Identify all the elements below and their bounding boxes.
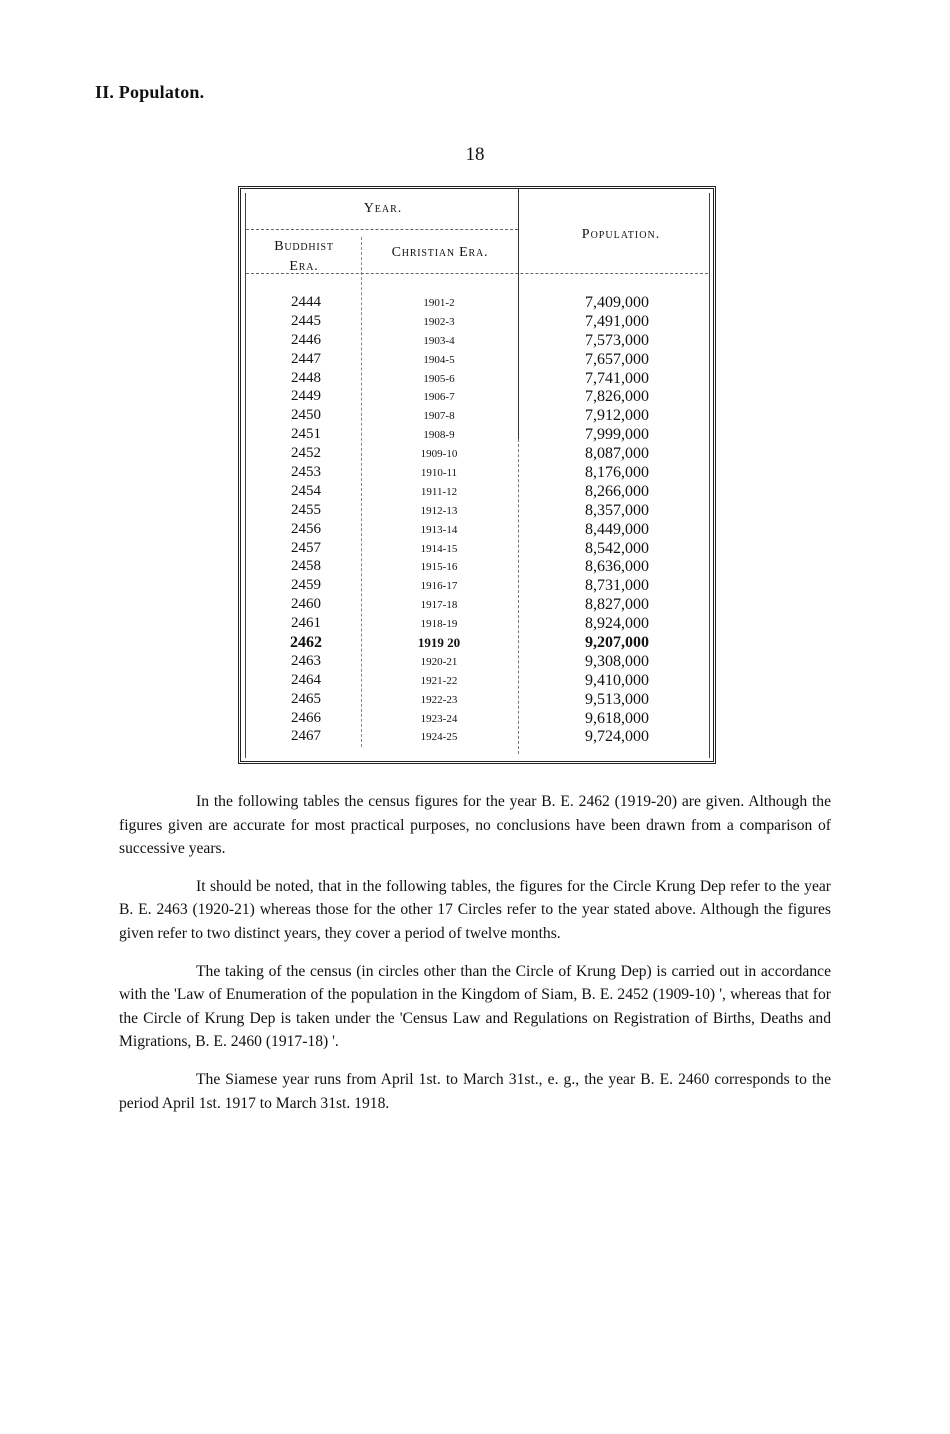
christian-era-cell: 1908-9 bbox=[423, 429, 455, 442]
buddhist-era-cell: 2463 bbox=[291, 652, 321, 669]
population-cell: 8,357,000 bbox=[585, 501, 649, 519]
buddhist-era-cell: 2447 bbox=[291, 350, 321, 367]
table-row bbox=[241, 482, 713, 501]
christian-era-cell: 1906-7 bbox=[423, 391, 455, 404]
buddhist-era-cell: 2444 bbox=[291, 294, 321, 310]
buddhist-era-cell: 2453 bbox=[291, 464, 321, 481]
table-row bbox=[241, 293, 713, 312]
christian-era-cell: 1905-6 bbox=[423, 372, 455, 385]
header-buddhist-line1: Buddhist bbox=[274, 239, 334, 254]
population-cell: 7,657,000 bbox=[585, 350, 649, 368]
buddhist-era-cell: 2466 bbox=[291, 709, 321, 726]
table-row bbox=[241, 576, 713, 595]
christian-era-cell: 1914-15 bbox=[420, 542, 458, 555]
christian-era-cell: 1909-10 bbox=[420, 448, 458, 461]
christian-era-cell: 1901-2 bbox=[423, 297, 455, 309]
header-buddhist-line2: Era. bbox=[289, 259, 319, 274]
christian-era-cell: 1920-21 bbox=[420, 655, 458, 668]
table-row bbox=[241, 387, 713, 406]
buddhist-era-cell: 2460 bbox=[291, 596, 321, 613]
christian-era-cell: 1904-5 bbox=[423, 353, 455, 366]
header-population: Population. bbox=[581, 227, 661, 242]
population-cell: 8,636,000 bbox=[585, 558, 649, 576]
table-row bbox=[241, 425, 713, 444]
population-cell: 8,266,000 bbox=[585, 482, 649, 500]
table-row bbox=[241, 709, 713, 728]
population-cell: 9,724,000 bbox=[585, 728, 649, 746]
table-row bbox=[241, 727, 713, 746]
header-year: Year. bbox=[363, 201, 403, 216]
population-cell: 8,449,000 bbox=[585, 520, 649, 538]
population-cell: 9,207,000 bbox=[585, 634, 649, 652]
paragraph: In the following tables the census figures for the year B. E. 2462 (1919-20) are given. Although the figures given are accurate for most practical purposes, no conclusions have been drawn from a comparison of successive years. bbox=[119, 793, 831, 858]
buddhist-era-cell: 2458 bbox=[291, 558, 321, 575]
buddhist-era-cell: 2452 bbox=[291, 445, 321, 462]
population-cell: 7,826,000 bbox=[585, 388, 649, 406]
christian-era-cell: 1910-11 bbox=[420, 467, 458, 480]
population-cell: 7,912,000 bbox=[585, 407, 649, 425]
christian-era-cell: 1924-25 bbox=[420, 731, 458, 744]
christian-era-cell: 1921-22 bbox=[420, 674, 458, 687]
table-row bbox=[241, 501, 713, 520]
page-number: 18 bbox=[465, 144, 485, 165]
table-row bbox=[241, 520, 713, 539]
buddhist-era-cell: 2462 bbox=[290, 634, 322, 652]
table-row bbox=[241, 406, 713, 425]
table-row bbox=[241, 444, 713, 463]
buddhist-era-cell: 2461 bbox=[291, 615, 321, 632]
table-row bbox=[241, 331, 713, 350]
table-row bbox=[241, 633, 713, 652]
table-row bbox=[241, 350, 713, 369]
header-buddhist-era bbox=[249, 237, 359, 277]
population-cell: 9,308,000 bbox=[585, 652, 649, 670]
population-cell: 7,409,000 bbox=[585, 294, 649, 311]
table-row bbox=[241, 557, 713, 576]
buddhist-era-cell: 2445 bbox=[291, 312, 321, 329]
population-cell: 7,999,000 bbox=[585, 426, 649, 444]
buddhist-era-cell: 2449 bbox=[291, 388, 321, 405]
christian-era-cell: 1923-24 bbox=[420, 712, 458, 725]
buddhist-era-cell: 2457 bbox=[291, 539, 321, 556]
christian-era-cell: 1917-18 bbox=[420, 599, 458, 612]
population-cell: 9,618,000 bbox=[585, 709, 649, 727]
christian-era-cell: 1913-14 bbox=[420, 523, 458, 536]
population-cell: 8,924,000 bbox=[585, 615, 649, 633]
christian-era-cell: 1915-16 bbox=[420, 561, 458, 574]
christian-era-cell: 1903-4 bbox=[423, 334, 455, 347]
christian-era-cell: 1916-17 bbox=[420, 580, 458, 593]
population-cell: 8,087,000 bbox=[585, 445, 649, 463]
body-text bbox=[119, 790, 831, 1129]
population-table bbox=[238, 186, 716, 764]
christian-era-cell: 1912-13 bbox=[420, 504, 458, 517]
population-cell: 9,410,000 bbox=[585, 671, 649, 689]
table-body bbox=[241, 293, 713, 746]
table-row bbox=[241, 671, 713, 690]
table-row bbox=[241, 652, 713, 671]
paragraph: The taking of the census (in circles other than the Circle of Krung Dep) is carried out in accordance with the 'Law of Enumeration of the population in the Kingdom of Siam, B. E. 2452 (1909-10) ', whereas that for the Circle of Krung Dep is taken under the 'Census Law and Regulations on Registration of Births, Deaths and Migrations, B. E. 2460 (1917-18) '. bbox=[119, 962, 831, 1051]
table-row bbox=[241, 614, 713, 633]
christian-era-cell: 1907-8 bbox=[423, 410, 455, 423]
table-row bbox=[241, 463, 713, 482]
buddhist-era-cell: 2451 bbox=[291, 426, 321, 443]
buddhist-era-cell: 2465 bbox=[291, 690, 321, 707]
header-christian-era: Christian Era. bbox=[391, 245, 489, 260]
table-row bbox=[241, 369, 713, 388]
christian-era-cell: 1911-12 bbox=[420, 485, 458, 498]
population-cell: 8,827,000 bbox=[585, 596, 649, 614]
buddhist-era-cell: 2450 bbox=[291, 407, 321, 424]
table-row bbox=[241, 595, 713, 614]
table-row bbox=[241, 539, 713, 558]
table-rule bbox=[246, 229, 518, 230]
buddhist-era-cell: 2459 bbox=[291, 577, 321, 594]
population-cell: 8,731,000 bbox=[585, 577, 649, 595]
buddhist-era-cell: 2454 bbox=[291, 482, 321, 499]
buddhist-era-cell: 2467 bbox=[291, 728, 321, 745]
population-cell: 7,491,000 bbox=[585, 312, 649, 330]
christian-era-cell: 1902-3 bbox=[423, 315, 455, 328]
buddhist-era-cell: 2456 bbox=[291, 520, 321, 537]
table-row bbox=[241, 312, 713, 331]
population-cell: 7,573,000 bbox=[585, 331, 649, 349]
population-cell: 9,513,000 bbox=[585, 690, 649, 708]
buddhist-era-cell: 2464 bbox=[291, 671, 321, 688]
population-cell: 7,741,000 bbox=[585, 369, 649, 387]
table-row bbox=[241, 690, 713, 709]
buddhist-era-cell: 2455 bbox=[291, 501, 321, 518]
christian-era-cell: 1922-23 bbox=[420, 693, 458, 706]
christian-era-cell: 1918-19 bbox=[420, 618, 458, 631]
christian-era-cell: 1919 20 bbox=[417, 635, 461, 651]
section-heading: II. Populaton. bbox=[95, 82, 205, 102]
buddhist-era-cell: 2448 bbox=[291, 369, 321, 386]
paragraph: The Siamese year runs from April 1st. to March 31st., e. g., the year B. E. 2460 corresponds to the period April 1st. 1917 to March 31st. 1918. bbox=[119, 1070, 831, 1112]
paragraph: It should be noted, that in the following tables, the figures for the Circle Krung Dep refer to the year B. E. 2463 (1920-21) whereas those for the other 17 Circles refer to the year stated above. Although the figures given refer to two distinct years, they cover a period of twelve months. bbox=[119, 877, 831, 942]
population-cell: 8,176,000 bbox=[585, 464, 649, 482]
buddhist-era-cell: 2446 bbox=[291, 331, 321, 348]
population-cell: 8,542,000 bbox=[585, 539, 649, 557]
